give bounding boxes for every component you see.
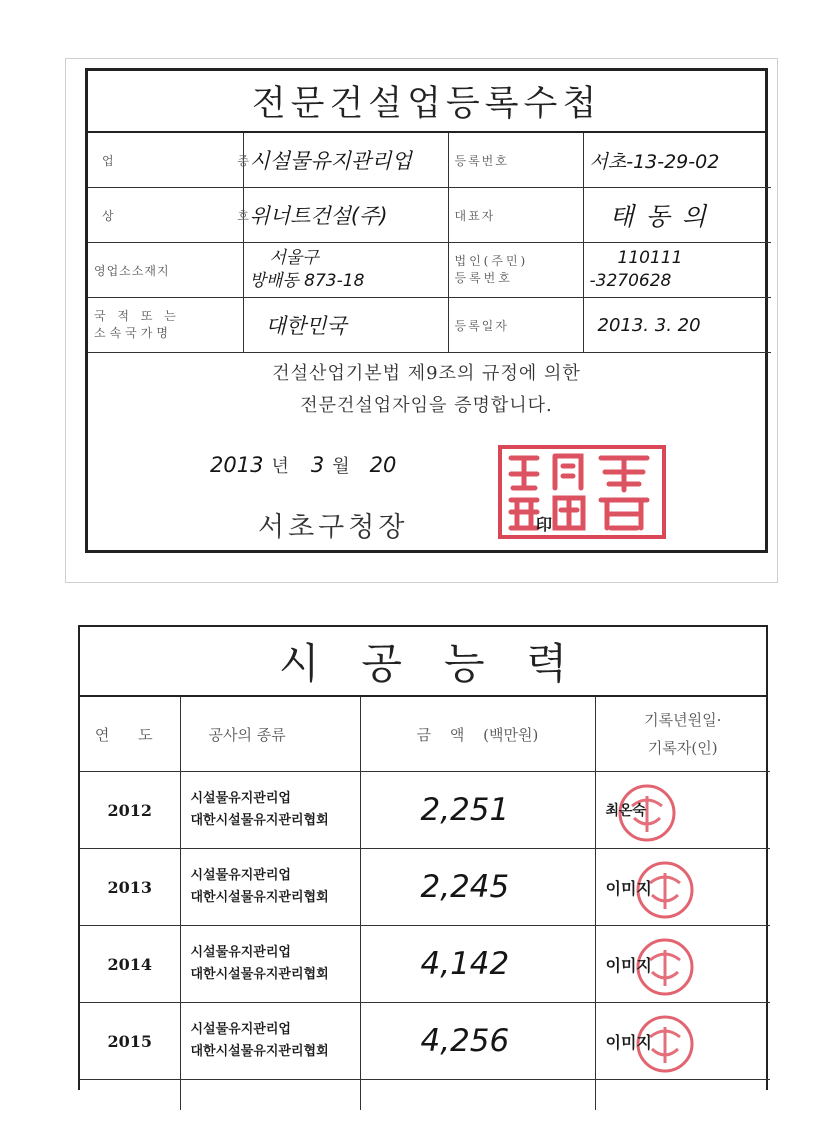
table-row: [80, 849, 770, 926]
date-year: 2013: [210, 453, 264, 477]
certificate-row: [88, 243, 771, 298]
certificate-date: [210, 452, 396, 478]
nationality-label-line-1: 국 적 또 는: [94, 309, 180, 323]
corp-no-value: [583, 243, 771, 298]
district-office-seal: [497, 444, 667, 540]
statement-line-1: 건설산업기본법 제9조의 규정에 의한: [272, 363, 581, 384]
reg-date-label: 등록일자: [448, 298, 583, 353]
nationality-value: 대한민국: [243, 298, 448, 353]
date-month: 3: [310, 453, 325, 477]
row-recorder: [595, 1003, 770, 1080]
row-recorder: [595, 926, 770, 1003]
row-year: 2014: [80, 926, 180, 1003]
year-header: 연 도: [80, 697, 180, 772]
date-year-unit: 년: [271, 456, 289, 477]
recorder-name: 이미지: [605, 1032, 652, 1052]
row-recorder: [595, 849, 770, 926]
certificate-row: [88, 133, 771, 188]
capacity-grid: [80, 697, 770, 1110]
row-kind: [180, 1003, 360, 1080]
address-line-2: 방배동 873-18: [249, 271, 365, 291]
row-kind: [180, 849, 360, 926]
date-day: 20: [369, 453, 397, 477]
recorder-name: 최온숙: [605, 803, 647, 819]
row-year: 2012: [80, 772, 180, 849]
reg-no-label: 등록번호: [448, 133, 583, 188]
row-year: 2013: [80, 849, 180, 926]
row-kind: [180, 772, 360, 849]
corp-no-label-line-2: 등록번호: [454, 271, 513, 285]
address-value: [243, 243, 448, 298]
row-kind-line-1: 시설물유지관리업: [190, 945, 291, 960]
recorder-name: 이미지: [605, 955, 652, 975]
record-header-line-1: 기록년원일·: [644, 711, 722, 729]
row-kind-line-1: 시설물유지관리업: [190, 868, 291, 883]
certificate-row: [88, 188, 771, 243]
nationality-label: [88, 298, 243, 353]
issuing-office: 서초구청장: [258, 512, 409, 543]
row-kind: [180, 926, 360, 1003]
corp-no-label: [448, 243, 583, 298]
date-month-unit: 월: [332, 456, 350, 477]
record-header: [595, 697, 770, 772]
capacity-header-row: [80, 697, 770, 772]
row-amount: 2,251: [360, 772, 595, 849]
industry-value: 시설물유지관리업: [243, 133, 448, 188]
amount-header: 금 액 (백만원): [360, 697, 595, 772]
row-year: 2015: [80, 1003, 180, 1080]
corp-no-line-1: 110111: [617, 248, 683, 268]
row-kind-line-2: 대한시설물유지관리협회: [190, 813, 329, 828]
row-recorder: [595, 772, 770, 849]
nationality-label-line-2: 소속국가명: [94, 326, 172, 340]
company-value: 위너트건설(주): [243, 188, 448, 243]
empty-cell: [80, 1080, 180, 1111]
certificate-row: [88, 298, 771, 353]
office-stamp-mark: 印: [536, 515, 553, 534]
address-label: 영업소소재지: [88, 243, 243, 298]
address-line-1: 서울구: [269, 248, 319, 268]
table-row: [80, 926, 770, 1003]
reg-date-value: 2013. 3. 20: [583, 298, 771, 353]
empty-cell: [360, 1080, 595, 1111]
construction-capacity-table: [78, 625, 768, 1090]
empty-cell: [180, 1080, 360, 1111]
certificate-statement: [85, 358, 768, 422]
row-amount: 2,245: [360, 849, 595, 926]
industry-label: 업 종: [88, 133, 243, 188]
corp-no-label-line-1: 법인(주민): [454, 254, 529, 268]
row-amount: 4,256: [360, 1003, 595, 1080]
row-kind-line-2: 대한시설물유지관리협회: [190, 967, 329, 982]
row-amount: 4,142: [360, 926, 595, 1003]
table-row-empty: [80, 1080, 770, 1111]
row-kind-line-2: 대한시설물유지관리협회: [190, 1044, 329, 1059]
empty-cell: [595, 1080, 770, 1111]
row-kind-line-1: 시설물유지관리업: [190, 791, 291, 806]
rep-label: 대표자: [448, 188, 583, 243]
record-header-line-2: 기록자(인): [647, 739, 718, 757]
reg-no-value: 서초-13-29-02: [583, 133, 771, 188]
recorder-name: 이미지: [605, 878, 652, 898]
rep-value: 태동의: [583, 188, 771, 243]
table-row: [80, 1003, 770, 1080]
row-kind-line-1: 시설물유지관리업: [190, 1022, 291, 1037]
company-label: 상 호: [88, 188, 243, 243]
row-kind-line-2: 대한시설물유지관리협회: [190, 890, 329, 905]
corp-no-line-2: -3270628: [589, 271, 672, 291]
certificate-title: 전문건설업등록수첩: [88, 71, 765, 133]
kind-header: 공사의 종류: [180, 697, 360, 772]
certificate-fields-table: [88, 133, 771, 353]
statement-line-2: 전문건설업자임을 증명합니다.: [300, 395, 553, 416]
table-row: [80, 772, 770, 849]
capacity-title: 시공능력: [80, 627, 766, 697]
